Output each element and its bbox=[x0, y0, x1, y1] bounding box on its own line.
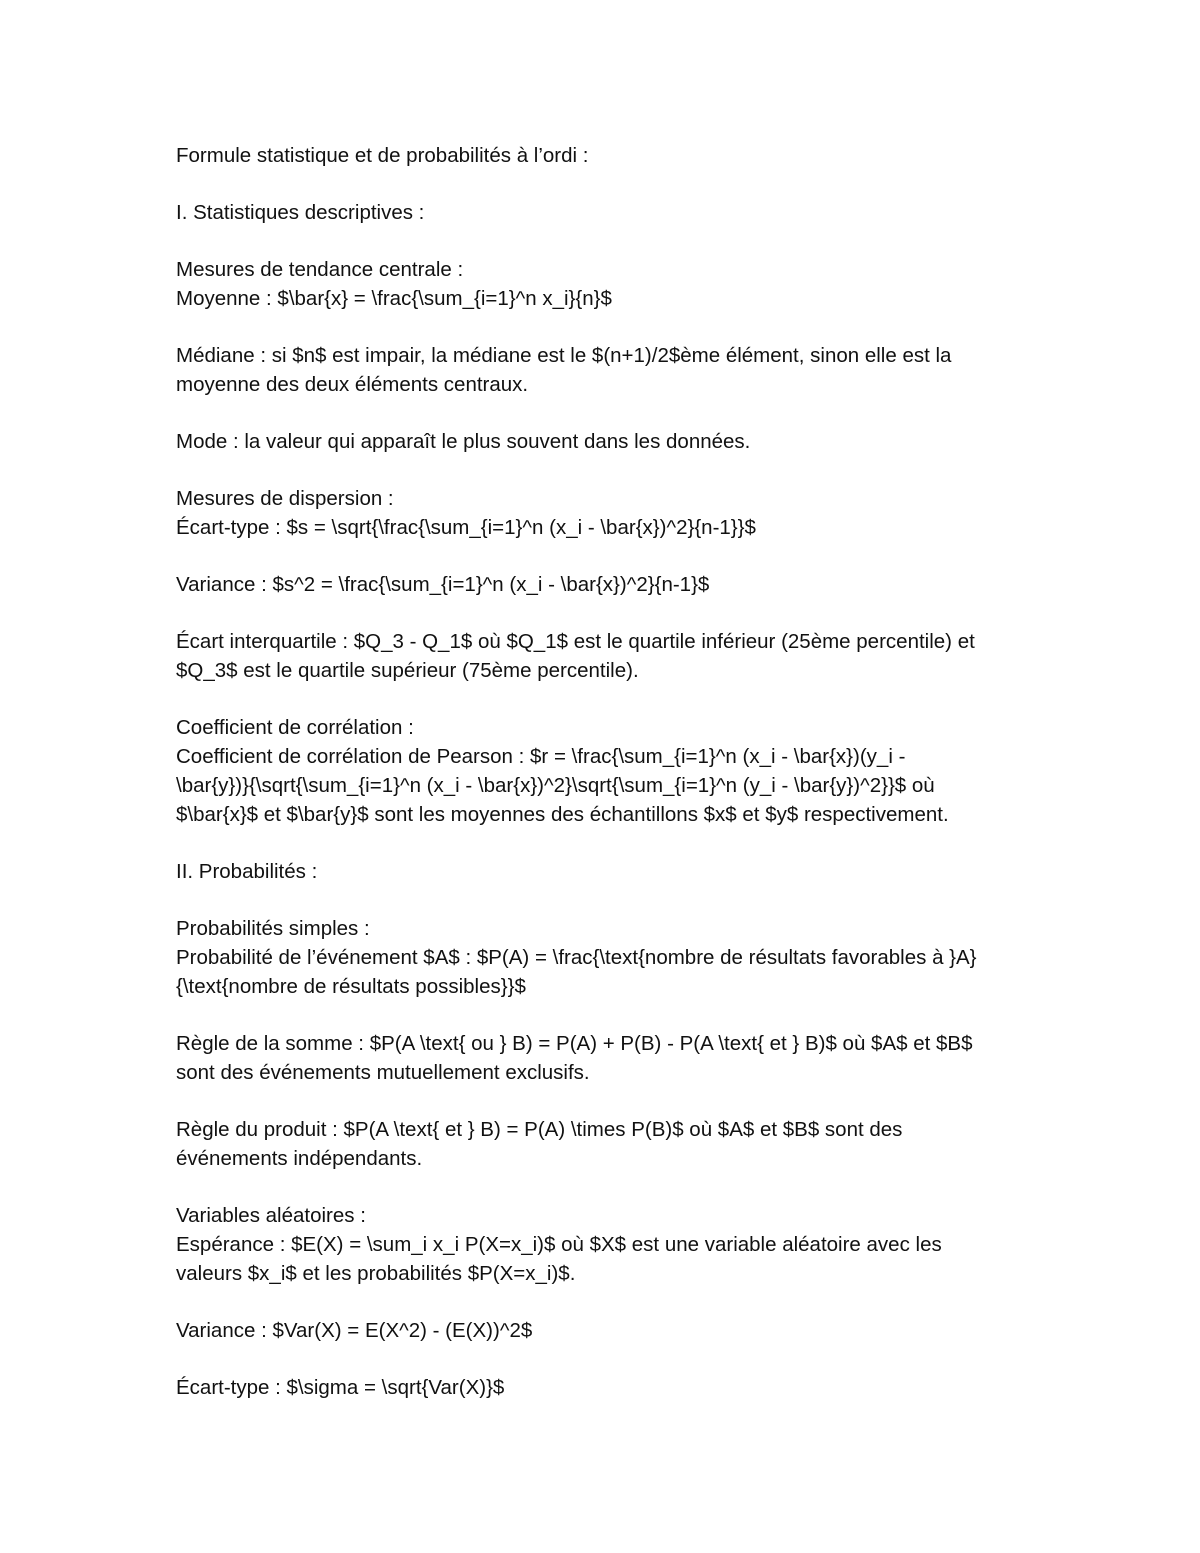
formula-variance-x: Variance : $Var(X) = E(X^2) - (E(X))^2$ bbox=[176, 1319, 533, 1342]
text-mediane-line1: Médiane : si $n$ est impair, la médiane est le $(n+1)/2$ème élément, sinon elle est la bbox=[176, 344, 952, 367]
text-interquartile-line2: $Q_3$ est le quartile supérieur (75ème percentile). bbox=[176, 659, 639, 682]
formula-pearson-line1: Coefficient de corrélation de Pearson : $r = \frac{\sum_{i=1}^n (x_i - \bar{x})(y_i - bbox=[176, 745, 906, 768]
text-esperance-line2: valeurs $x_i$ et les probabilités $P(X=x_i)$. bbox=[176, 1262, 576, 1285]
text-produit-line1: Règle du produit : $P(A \text{ et } B) = P(A) \times P(B)$ où $A$ et $B$ sont des bbox=[176, 1118, 903, 1141]
section-heading-statistiques: I. Statistiques descriptives : bbox=[176, 201, 425, 224]
formula-evenement-line1: Probabilité de l’événement $A$ : $P(A) = \frac{\text{nombre de résultats favorables à }A} bbox=[176, 946, 977, 969]
formula-ecart-type: Écart-type : $s = \sqrt{\frac{\sum_{i=1}^n (x_i - \bar{x})^2}{n-1}}$ bbox=[176, 516, 756, 539]
subheading-probabilites-simples: Probabilités simples : bbox=[176, 917, 370, 940]
document-page bbox=[176, 141, 1056, 1402]
subheading-correlation: Coefficient de corrélation : bbox=[176, 716, 414, 739]
subheading-tendance-centrale: Mesures de tendance centrale : bbox=[176, 258, 464, 281]
formula-pearson-line2: \bar{y})}{\sqrt{\sum_{i=1}^n (x_i - \bar{x})^2}\sqrt{\sum_{i=1}^n (y_i - \bar{y})^2}}$ où bbox=[176, 774, 935, 797]
text-mode: Mode : la valeur qui apparaît le plus souvent dans les données. bbox=[176, 430, 751, 453]
text-mediane-line2: moyenne des deux éléments centraux. bbox=[176, 373, 529, 396]
section-heading-probabilites: II. Probabilités : bbox=[176, 860, 318, 883]
document-title: Formule statistique et de probabilités à l’ordi : bbox=[176, 144, 589, 167]
formula-evenement-line2: {\text{nombre de résultats possibles}}$ bbox=[176, 975, 526, 998]
text-esperance-line1: Espérance : $E(X) = \sum_i x_i P(X=x_i)$ où $X$ est une variable aléatoire avec les bbox=[176, 1233, 942, 1256]
text-somme-line1: Règle de la somme : $P(A \text{ ou } B) = P(A) + P(B) - P(A \text{ et } B)$ où $A$ et $B$ bbox=[176, 1032, 973, 1055]
text-produit-line2: événements indépendants. bbox=[176, 1147, 423, 1170]
subheading-dispersion: Mesures de dispersion : bbox=[176, 487, 394, 510]
subheading-variables-aleatoires: Variables aléatoires : bbox=[176, 1204, 366, 1227]
text-somme-line2: sont des événements mutuellement exclusifs. bbox=[176, 1061, 590, 1084]
formula-ecart-type-sigma: Écart-type : $\sigma = \sqrt{Var(X)}$ bbox=[176, 1376, 505, 1399]
formula-variance: Variance : $s^2 = \frac{\sum_{i=1}^n (x_i - \bar{x})^2}{n-1}$ bbox=[176, 573, 710, 596]
formula-moyenne: Moyenne : $\bar{x} = \frac{\sum_{i=1}^n x_i}{n}$ bbox=[176, 287, 612, 310]
formula-pearson-line3: $\bar{x}$ et $\bar{y}$ sont les moyennes des échantillons $x$ et $y$ respectivement. bbox=[176, 803, 949, 826]
text-interquartile-line1: Écart interquartile : $Q_3 - Q_1$ où $Q_1$ est le quartile inférieur (25ème percentile) et bbox=[176, 630, 975, 653]
